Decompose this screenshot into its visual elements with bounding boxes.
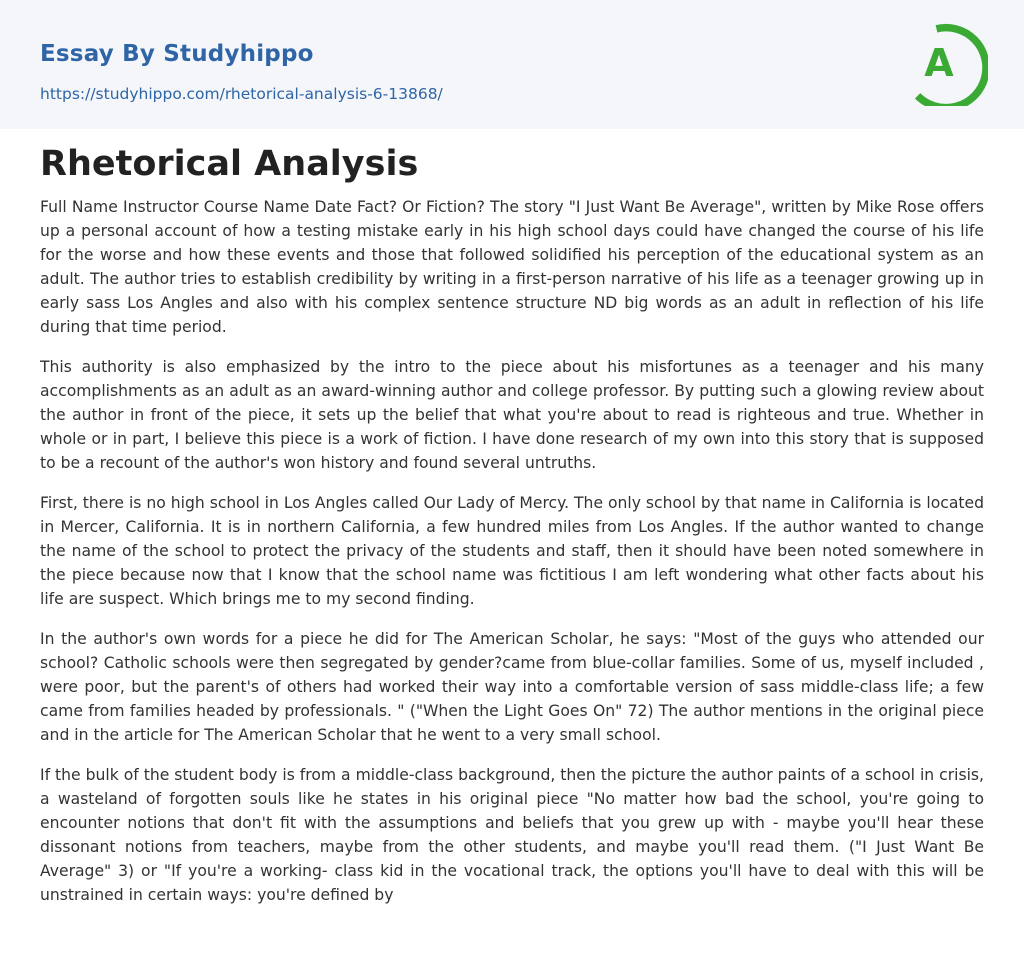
page-header xyxy=(0,0,1024,129)
logo-letter: A xyxy=(924,41,954,85)
article-paragraph: Full Name Instructor Course Name Date Fact? Or Fiction? The story "I Just Want Be Average", written by Mike Rose offers up a personal account of how a testing mistake early in his high school days could have changed the course of his life for the worse and how these events and those that followed solidified his perception of the educational system as an adult. The author tries to establish credibility by writing in a first-person narrative of his life as a teenager growing up in early sass Los Angles and also with his complex sentence structure ND big words as an adult in reflection of his life during that time period. xyxy=(40,198,984,336)
studyhippo-logo-icon xyxy=(912,18,988,106)
article-paragraph: If the bulk of the student body is from a middle-class background, then the picture the author paints of a school in crisis, a wasteland of forgotten souls like he states in his original piece "No matter how bad the school, you're going to encounter notions that don't fit with the assumptions and beliefs that you grew up with - maybe you'll hear these dissonant notions from teachers, maybe from the other students, and maybe you'll read them. ("I Just Want Be Average" 3) or "If you're a working- class kid in the vocational track, the options you'll have to deal with this will be unstrained in certain ways: you're defined by xyxy=(40,766,984,904)
source-url-link[interactable]: https://studyhippo.com/rhetorical-analysis-6-13868/ xyxy=(40,85,443,103)
article-title: Rhetorical Analysis xyxy=(40,144,419,184)
article-body xyxy=(40,195,984,923)
article-paragraph: In the author's own words for a piece he did for The American Scholar, he says: "Most of the guys who attended our school? Catholic schools were then segregated by gender?came from blue-collar families. Some of us, myself included , were poor, but the parent's of others had worked their way into a comfortable version of sass middle-class life; a few came from families headed by professionals. " ("When the Light Goes On" 72) The author mentions in the original piece and in the article for The American Scholar that he went to a very small school. xyxy=(40,630,984,744)
brand-title: Essay By Studyhippo xyxy=(40,41,314,67)
article-paragraph: This authority is also emphasized by the intro to the piece about his misfortunes as a teenager and his many accomplishments as an adult as an award-winning author and college professor. By putting such a glowing review about the author in front of the piece, it sets up the belief that what you're about to read is righteous and true. Whether in whole or in part, I believe this piece is a work of fiction. I have done research of my own into this story that is supposed to be a recount of the author's won history and found several untruths. xyxy=(40,358,984,472)
article-paragraph: First, there is no high school in Los Angles called Our Lady of Mercy. The only school by that name in California is located in Mercer, California. It is in northern California, a few hundred miles from Los Angles. If the author wanted to change the name of the school to protect the privacy of the students and staff, then it should have been noted somewhere in the piece because now that I know that the school name was fictitious I am left wondering what other facts about his life are suspect. Which brings me to my second finding. xyxy=(40,494,984,608)
